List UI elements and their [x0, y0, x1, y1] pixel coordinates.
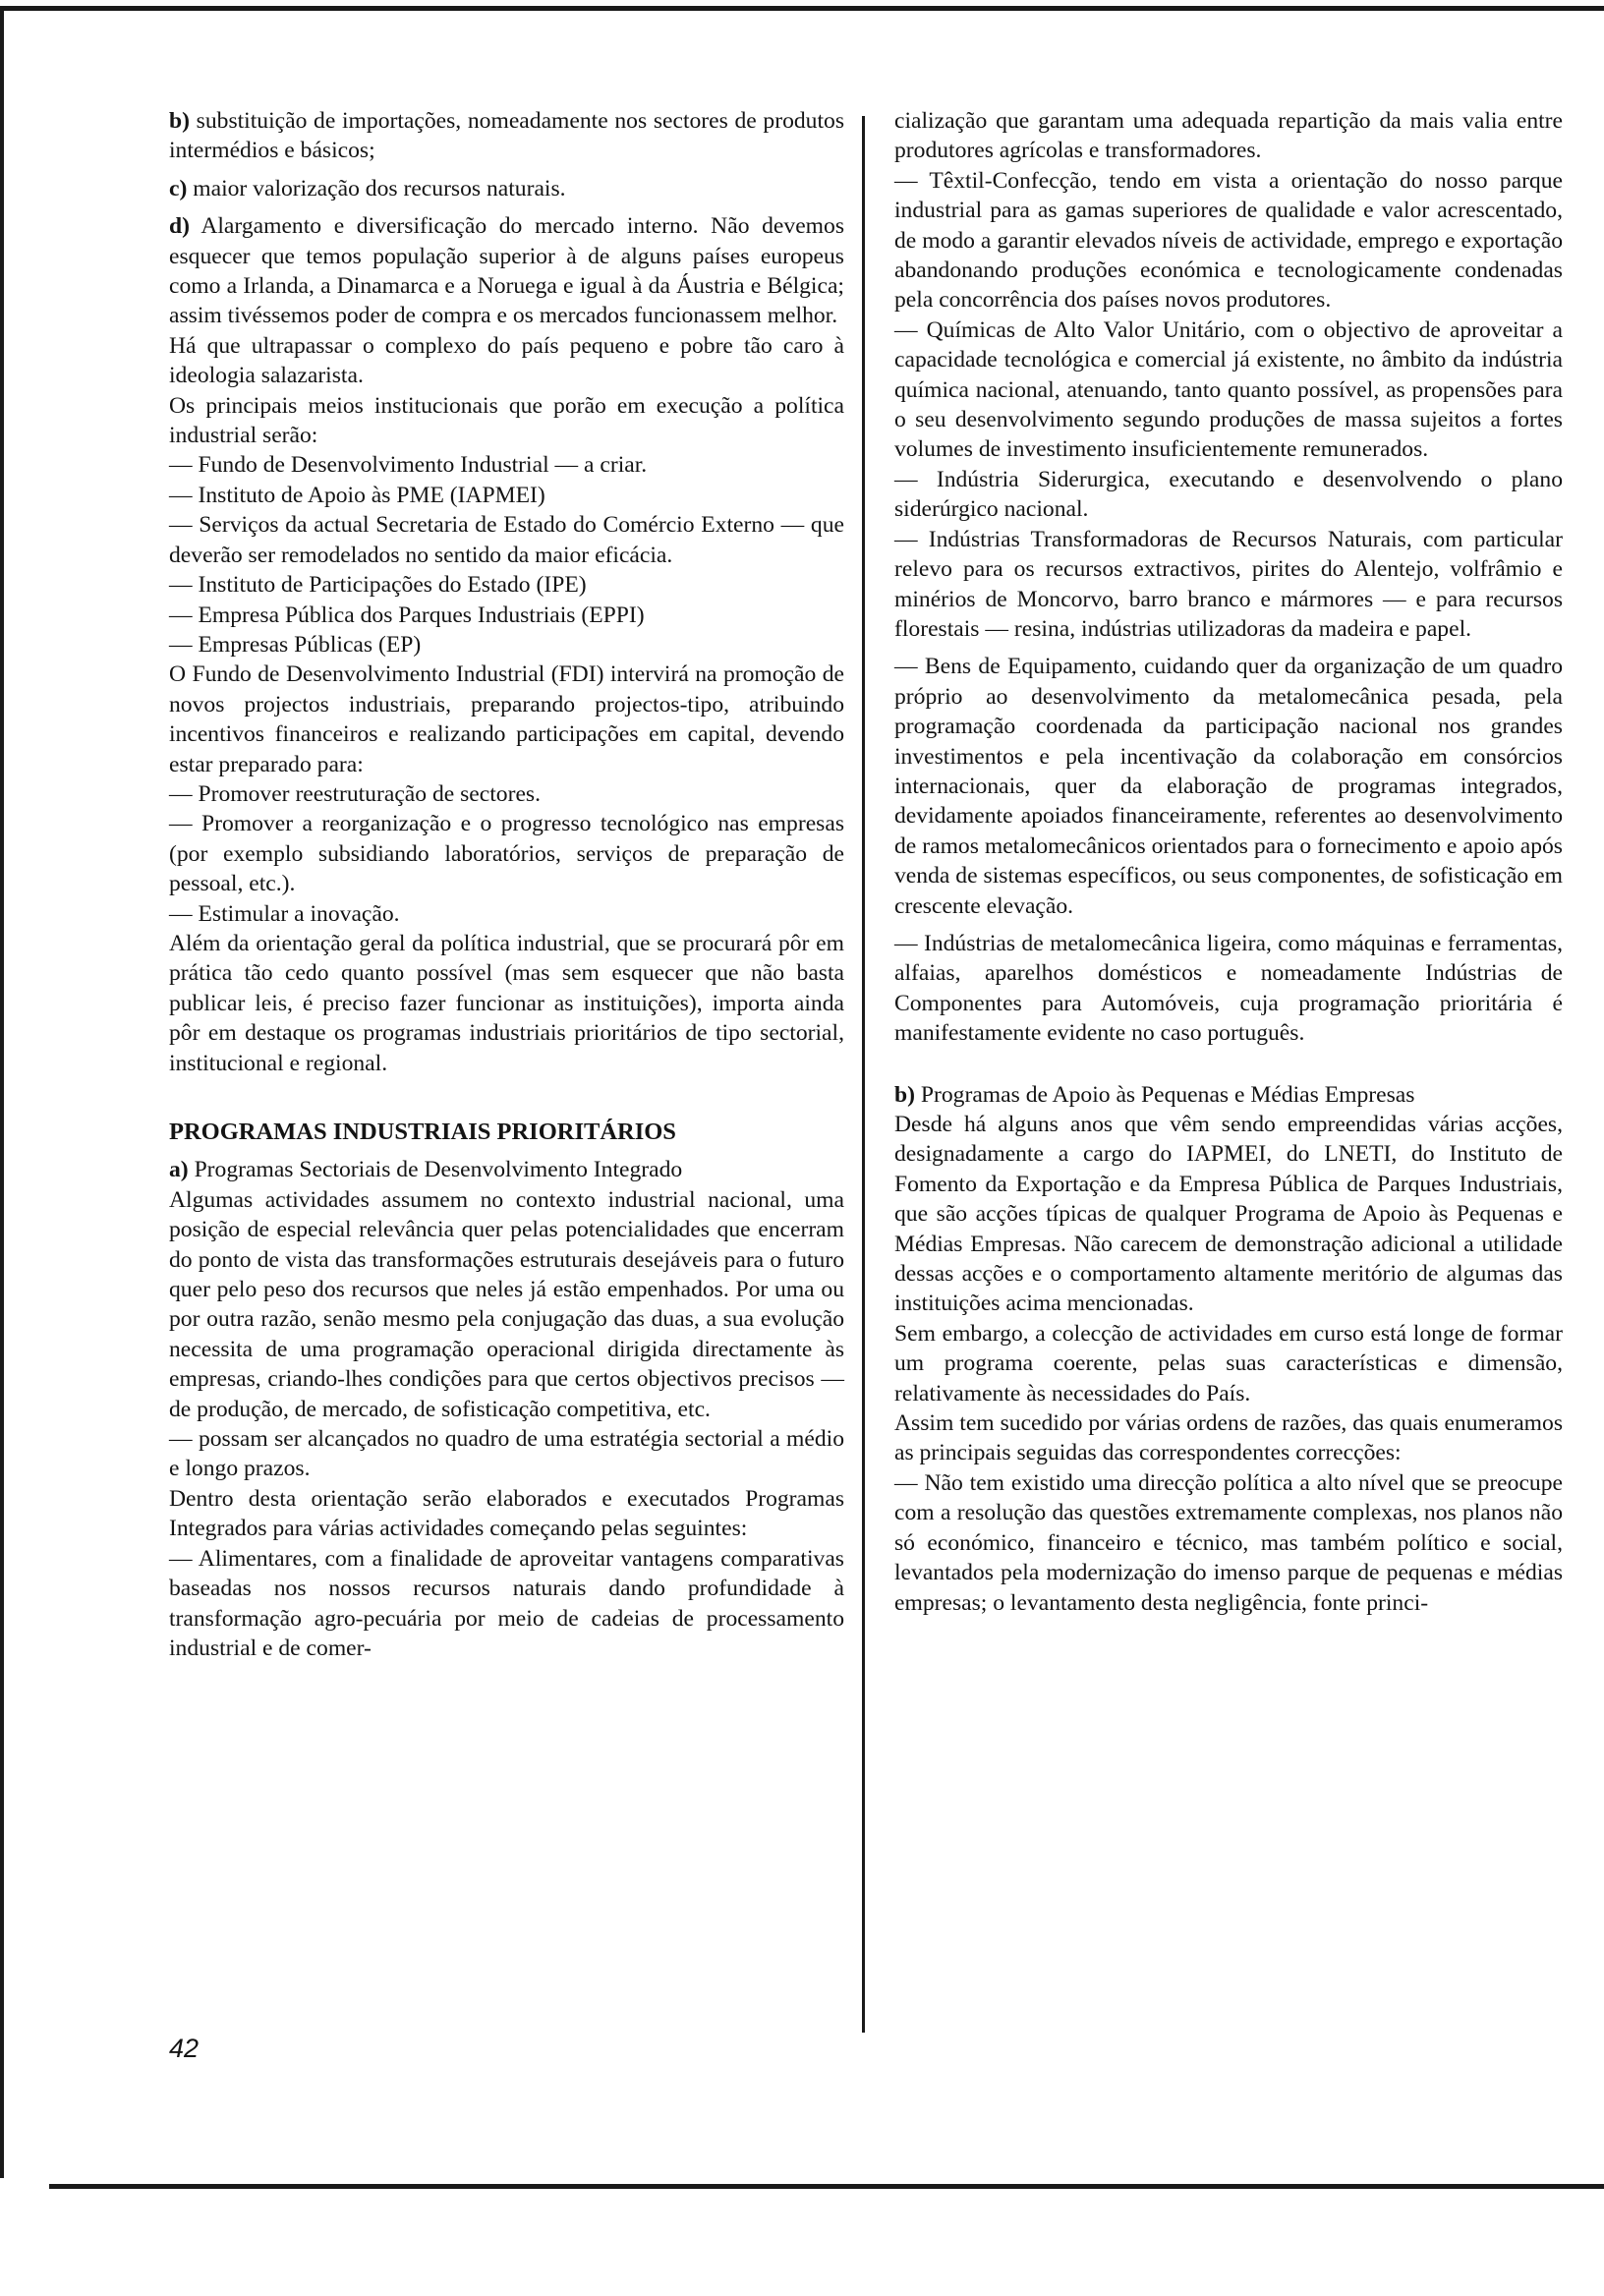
paragraph	[169, 211, 844, 331]
paragraph: Sem embargo, a colecção de actividades em curso está longe de formar um programa coerente, pelas suas características e dimensão, relativamente às necessidades do País.	[894, 1320, 1563, 1406]
list-item: — Empresas Públicas (EP)	[169, 631, 422, 658]
paragraph: Algumas actividades assumem no contexto industrial nacional, uma posição de especial relevância quer pelas potencialidades que encerram do ponto de vista das transformações estruturais desejáveis para o futuro quer pelo peso dos recursos que neles já estão empenhados. Por uma ou por outra razão, senão mesmo pela conjugação das duas, a sua evolução necessita de uma programação operacional dirigida directamente às empresas, criando-lhes condições para que certos objectivos precisos — de produção, de mercado, de sofisticação competitiva, etc.	[169, 1186, 844, 1422]
list-item: — Promover a reorganização e o progresso tecnológico nas empresas (por exemplo subsidiando laboratórios, serviços de preparação de pessoal, etc.).	[169, 811, 844, 897]
subsection-title-text: Programas de Apoio às Pequenas e Médias Empresas	[920, 1081, 1415, 1108]
item-label: a)	[169, 1157, 189, 1183]
paragraph: — Indústrias Transformadoras de Recursos Naturais, com particular relevo para os recursos extractivos, pirites do Alentejo, volfrâmio e minérios de Moncorvo, barro branco e mármores — e para recursos florestais — resina, indústrias utilizadoras da madeira e papel.	[894, 526, 1563, 642]
top-border-rule	[0, 6, 1604, 11]
page-number: 42	[169, 2034, 200, 2063]
paragraph: cialização que garantam uma adequada repartição da mais valia entre produtores agrícolas e transformadores.	[894, 108, 1563, 164]
bottom-border-rule	[49, 2184, 1604, 2189]
paragraph: — Bens de Equipamento, cuidando quer da organização de um quadro próprio ao desenvolvimento da metalomecânica pesada, pela programação coordenada da participação nacional nos grandes investimentos e pela incentivação da colaboração em consórcios internacionais, quer da elaboração de programas integrados, devidamente apoiados financeiramente, referentes ao desenvolvimento de ramos metalomecânicos orientados para o fornecimento e apoio após venda de sistemas específicos, ou seus componentes, de sofisticação em crescente elevação.	[894, 654, 1563, 919]
list-item: — Fundo de Desenvolvimento Industrial — a criar.	[169, 452, 648, 479]
paragraph: — Têxtil-Confecção, tendo em vista a orientação do nosso parque industrial para as gamas superiores de qualidade e valor acrescentado, de modo a garantir elevados níveis de actividade, emprego e exportação abandonando produções económica e tecnologicamente condenadas pela concorrência dos países novos produtores.	[894, 167, 1563, 314]
paragraph: Os principais meios institucionais que porão em execução a política industrial serão:	[169, 392, 844, 449]
paragraph	[169, 174, 844, 203]
subsection-title	[894, 1080, 1563, 1110]
column-divider	[862, 116, 865, 2033]
list-item: — Serviços da actual Secretaria de Estado do Comércio Externo — que deverão ser remodelados no sentido da maior eficácia.	[169, 512, 844, 568]
item-label: b)	[169, 108, 190, 134]
paragraph: — Indústria Siderurgica, executando e desenvolvendo o plano siderúrgico nacional.	[894, 466, 1563, 523]
paragraph: Há que ultrapassar o complexo do país pequeno e pobre tão caro à ideologia salazarista.	[169, 332, 844, 389]
subsection-title-text: Programas Sectoriais de Desenvolvimento Integrado	[194, 1157, 683, 1183]
paragraph-text: substituição de importações, nomeadamente nos sectores de produtos intermédios e básicos;	[169, 108, 844, 164]
item-label: d)	[169, 213, 190, 240]
item-label: c)	[169, 175, 188, 201]
paragraph: O Fundo de Desenvolvimento Industrial (FDI) intervirá na promoção de novos projectos industriais, preparando projectos-tipo, atribuindo incentivos financeiros e realizando participações em capital, devendo estar preparado para:	[169, 661, 844, 777]
item-label: b)	[894, 1081, 915, 1108]
paragraph: Dentro desta orientação serão elaborados e executados Programas Integrados para várias actividades começando pelas seguintes:	[169, 1485, 844, 1542]
left-column	[169, 106, 844, 1663]
paragraph: — possam ser alcançados no quadro de uma estratégia sectorial a médio e longo prazos.	[169, 1426, 844, 1482]
list-item: — Instituto de Apoio às PME (IAPMEI)	[169, 482, 545, 508]
list-item: — Instituto de Participações do Estado (IPE)	[169, 572, 587, 599]
list-item: — Promover reestruturação de sectores.	[169, 780, 542, 807]
paragraph-text: Alargamento e diversificação do mercado interno. Não devemos esquecer que temos população superior à de alguns países europeus como a Irlanda, a Dinamarca e a Noruega e igual à da Áustria e Bélgica; assim tivéssemos poder de compra e os mercados funcionassem melhor.	[169, 213, 844, 329]
paragraph: Assim tem sucedido por várias ordens de razões, das quais enumeramos as principais seguidas das correspondentes correcções:	[894, 1410, 1563, 1466]
list-item: — Estimular a inovação.	[169, 900, 400, 927]
paragraph: — Alimentares, com a finalidade de aproveitar vantagens comparativas baseadas nos nossos recursos naturais dando profundidade à transformação agro-pecuária por meio de cadeias de processamento industrial e de comer-	[169, 1545, 844, 1661]
paragraph: — Químicas de Alto Valor Unitário, com o objectivo de aproveitar a capacidade tecnológica e comercial já existente, no âmbito da indústria química nacional, atenuando, tanto quanto possível, as propensões para o seu desenvolvimento segundo produções de massa sujeitos a fortes volumes de investimento insuficientemente remunerados.	[894, 316, 1563, 463]
right-column	[894, 106, 1563, 1618]
left-border-rule	[0, 6, 4, 2178]
paragraph-text: maior valorização dos recursos naturais.	[193, 175, 566, 201]
paragraph: Além da orientação geral da política industrial, que se procurará pôr em prática tão cedo quanto possível (mas sem esquecer que não basta publicar leis, é preciso fazer funcionar as instituições), importa ainda pôr em destaque os programas industriais prioritários de tipo sectorial, institucional e regional.	[169, 930, 844, 1076]
list-item: — Empresa Pública dos Parques Industriais (EPPI)	[169, 602, 645, 628]
paragraph: Desde há alguns anos que vêm sendo empreendidas várias acções, designadamente a cargo do IAPMEI, do LNETI, do Instituto de Fomento da Exportação e da Empresa Pública de Parques Industriais, que são acções típicas de qualquer Programa de Apoio às Pequenas e Médias Empresas. Não carecem de demonstração adicional a utilidade dessas acções e o comportamento altamente meritório de algumas das instituições acima mencionadas.	[894, 1112, 1563, 1317]
paragraph: — Não tem existido uma direcção política a alto nível que se preocupe com a resolução das questões extremamente complexas, nos planos não só económico, financeiro e técnico, mas também político e social, levantados pela modernização do imenso parque de pequenas e médias empresas; o levantamento desta negligência, fonte princi-	[894, 1469, 1563, 1616]
paragraph	[169, 106, 844, 166]
paragraph: — Indústrias de metalomecânica ligeira, como máquinas e ferramentas, alfaias, aparelhos domésticos e nomeadamente Indústrias de Componentes para Automóveis, cuja programação prioritária é manifestamente evidente no caso português.	[894, 930, 1563, 1047]
section-heading: PROGRAMAS INDUSTRIAIS PRIORITÁRIOS	[169, 1119, 676, 1145]
subsection-title	[169, 1155, 844, 1184]
